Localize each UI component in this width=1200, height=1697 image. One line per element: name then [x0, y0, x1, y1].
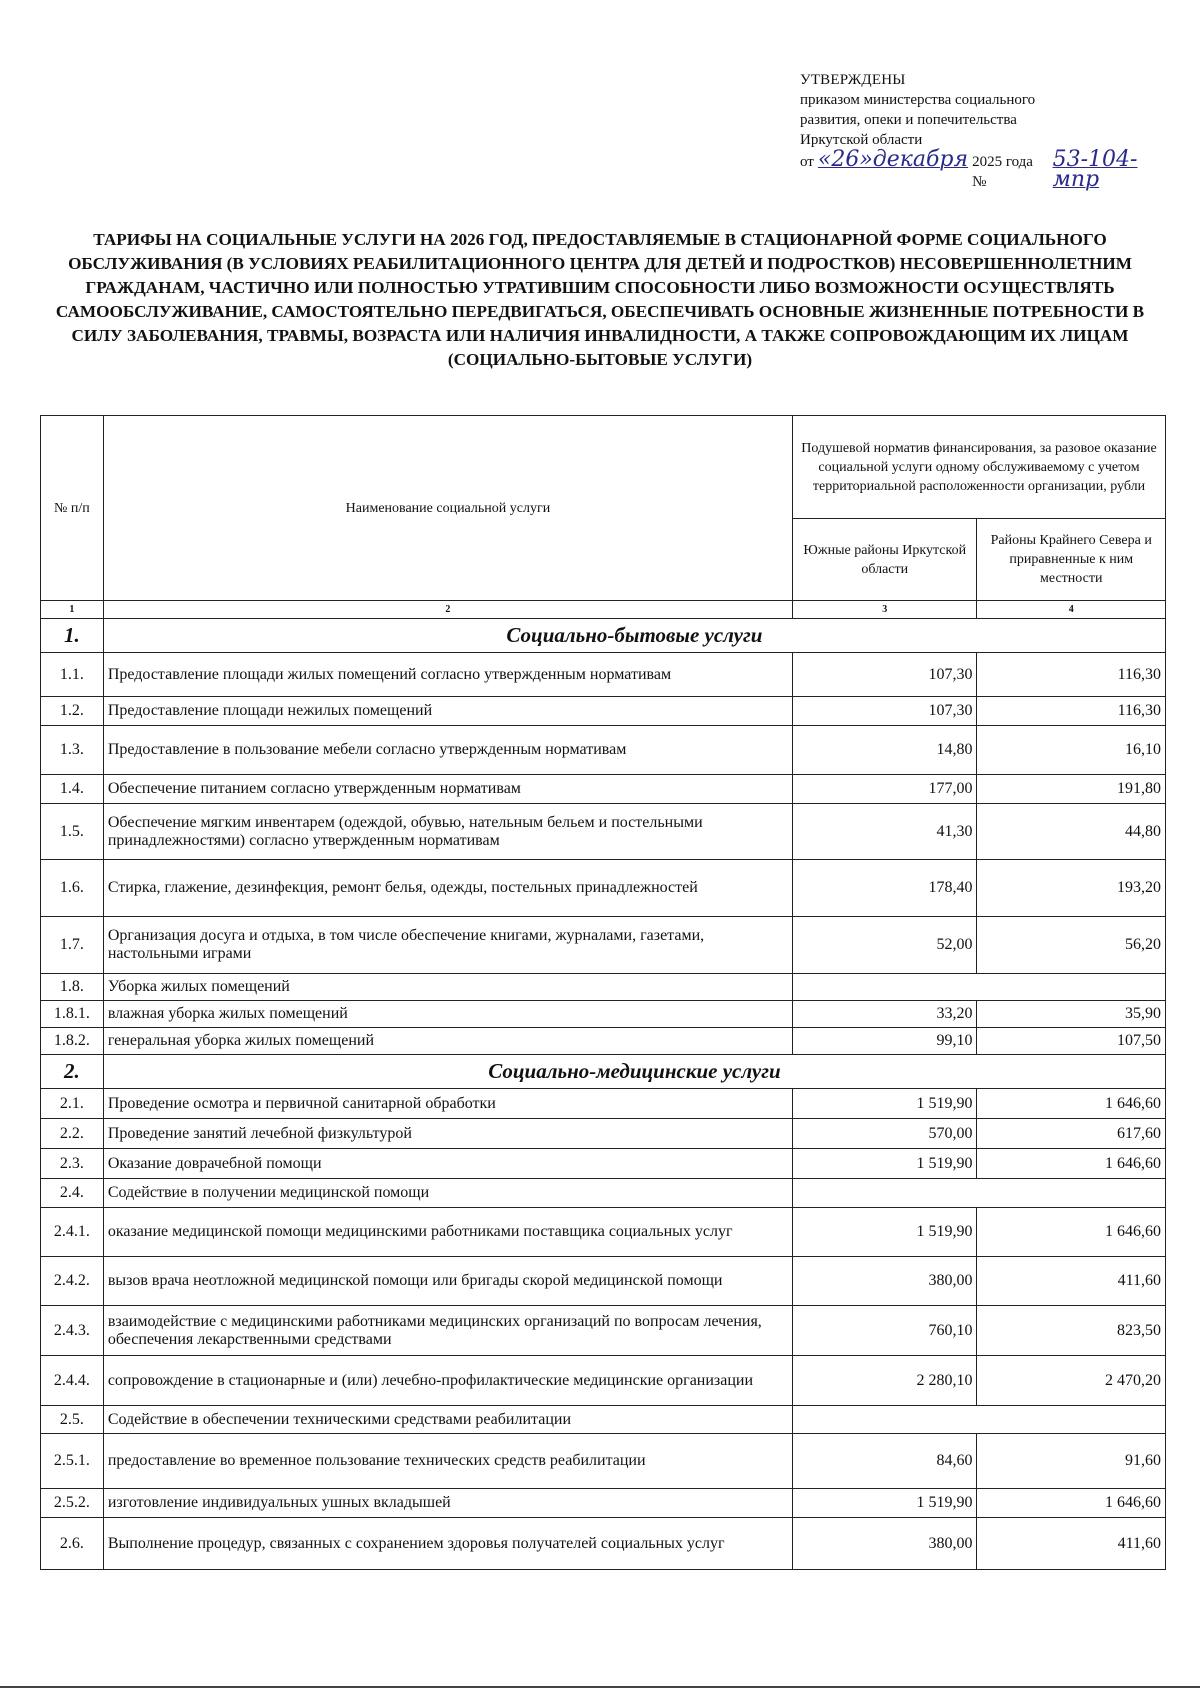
approval-date-line — [800, 147, 1180, 192]
table-row — [41, 974, 1166, 1001]
row-number: 1.8.2. — [41, 1028, 104, 1055]
tariff-south: 1 519,90 — [793, 1208, 977, 1257]
row-number: 1.4. — [41, 775, 104, 804]
table-row — [41, 1179, 1166, 1208]
row-number: 2.5.1. — [41, 1434, 104, 1489]
tariff-south: 380,00 — [793, 1518, 977, 1570]
approval-line: Иркутской области — [800, 132, 923, 148]
table-row — [41, 1356, 1166, 1406]
table-row — [41, 1119, 1166, 1149]
table-row — [41, 804, 1166, 860]
service-name: Содействие в обеспечении техническими средствами реабилитации — [103, 1406, 792, 1434]
service-name: генеральная уборка жилых помещений — [103, 1028, 792, 1055]
tariff-south: 380,00 — [793, 1257, 977, 1306]
row-number: 1.3. — [41, 726, 104, 775]
table-row — [41, 697, 1166, 726]
approval-heading: УТВЕРЖДЕНЫ — [800, 72, 906, 88]
service-name: Организация досуга и отдыха, в том числе обеспечение книгами, журналами, газетами, настольными играми — [103, 917, 792, 974]
tariff-south: 99,10 — [793, 1028, 977, 1055]
tariff-north: 193,20 — [977, 860, 1166, 917]
row-number: 2.4.2. — [41, 1257, 104, 1306]
table-row — [41, 1306, 1166, 1356]
column-numbers-row — [41, 601, 1166, 619]
approval-line: развития, опеки и попечительства — [800, 112, 1017, 128]
tariff-north: 411,60 — [977, 1257, 1166, 1306]
row-number: 1.8.1. — [41, 1001, 104, 1028]
service-name: Обеспечение питанием согласно утвержденным нормативам — [103, 775, 792, 804]
tariff-south: 178,40 — [793, 860, 977, 917]
column-number: 1 — [41, 601, 104, 619]
service-name: оказание медицинской помощи медицинскими работниками поставщика социальных услуг — [103, 1208, 792, 1257]
date-prefix: от — [800, 154, 814, 170]
row-number: 2.6. — [41, 1518, 104, 1570]
table-row — [41, 860, 1166, 917]
table-row — [41, 917, 1166, 974]
tariff-south: 107,30 — [793, 653, 977, 697]
row-number: 2.4.4. — [41, 1356, 104, 1406]
service-name: изготовление индивидуальных ушных вкладышей — [103, 1489, 792, 1518]
handwritten-date: «26»декабря — [817, 147, 969, 172]
table-body — [41, 619, 1166, 1570]
tariff-south: 14,80 — [793, 726, 977, 775]
tariff-north: 1 646,60 — [977, 1089, 1166, 1119]
tariff-south: 84,60 — [793, 1434, 977, 1489]
table-row — [41, 1089, 1166, 1119]
tariff-north: 35,90 — [977, 1001, 1166, 1028]
service-name: Уборка жилых помещений — [103, 974, 792, 1001]
row-number: 1.2. — [41, 697, 104, 726]
tariff-north: 411,60 — [977, 1518, 1166, 1570]
tariff-north: 44,80 — [977, 804, 1166, 860]
service-name: Предоставление площади нежилых помещений — [103, 697, 792, 726]
section-row — [41, 619, 1166, 653]
tariff-south: 1 519,90 — [793, 1089, 977, 1119]
service-name: Выполнение процедур, связанных с сохранением здоровья получателей социальных услуг — [103, 1518, 792, 1570]
tariff-south: 41,30 — [793, 804, 977, 860]
table-row — [41, 1001, 1166, 1028]
row-number: 1.6. — [41, 860, 104, 917]
approval-line: приказом министерства социального — [800, 92, 1036, 108]
service-name: влажная уборка жилых помещений — [103, 1001, 792, 1028]
service-name: Предоставление площади жилых помещений согласно утвержденным нормативам — [103, 653, 792, 697]
row-number: 2.4.1. — [41, 1208, 104, 1257]
row-number: 2.3. — [41, 1149, 104, 1179]
table-row — [41, 1257, 1166, 1306]
tariff-north: 1 646,60 — [977, 1208, 1166, 1257]
tariff-north: 107,50 — [977, 1028, 1166, 1055]
table-header-row — [41, 416, 1166, 519]
table-row — [41, 1149, 1166, 1179]
tariff-north: 617,60 — [977, 1119, 1166, 1149]
tariff-south: 33,20 — [793, 1001, 977, 1028]
service-name: Содействие в получении медицинской помощи — [103, 1179, 792, 1208]
service-name: Оказание доврачебной помощи — [103, 1149, 792, 1179]
tariff-north: 1 646,60 — [977, 1149, 1166, 1179]
section-number: 1. — [41, 619, 104, 653]
table-row — [41, 726, 1166, 775]
empty-tariff-cell — [793, 1179, 1166, 1208]
tariff-north: 116,30 — [977, 653, 1166, 697]
row-number: 2.4.3. — [41, 1306, 104, 1356]
row-number: 2.4. — [41, 1179, 104, 1208]
row-number: 1.1. — [41, 653, 104, 697]
tariff-north: 1 646,60 — [977, 1489, 1166, 1518]
tariff-north: 2 470,20 — [977, 1356, 1166, 1406]
service-name: Предоставление в пользование мебели согласно утвержденным нормативам — [103, 726, 792, 775]
section-title: Социально-медицинские услуги — [103, 1055, 1165, 1089]
tariff-south: 1 519,90 — [793, 1489, 977, 1518]
table-row — [41, 775, 1166, 804]
section-number: 2. — [41, 1055, 104, 1089]
tariff-north: 116,30 — [977, 697, 1166, 726]
tariffs-table — [40, 415, 1166, 1570]
tariff-south: 177,00 — [793, 775, 977, 804]
year-text: 2025 года № — [972, 154, 1033, 190]
tariff-north: 16,10 — [977, 726, 1166, 775]
tariff-north: 823,50 — [977, 1306, 1166, 1356]
column-number: 4 — [977, 601, 1166, 619]
row-number: 2.5. — [41, 1406, 104, 1434]
row-number: 2.5.2. — [41, 1489, 104, 1518]
tariff-south: 570,00 — [793, 1119, 977, 1149]
header-name: Наименование социальной услуги — [103, 416, 792, 601]
service-name: Проведение занятий лечебной физкультурой — [103, 1119, 792, 1149]
tariff-south: 52,00 — [793, 917, 977, 974]
service-name: Обеспечение мягким инвентарем (одеждой, обувью, нательным бельем и постельными принадлежностями) согласно утвержденным нормативам — [103, 804, 792, 860]
header-norm: Подушевой норматив финансирования, за разовое оказание социальной услуги одному обслуживаемому с учетом территориальной расположенности организации, рубли — [793, 416, 1166, 519]
table-row — [41, 1489, 1166, 1518]
table-row — [41, 1518, 1166, 1570]
tariff-north: 191,80 — [977, 775, 1166, 804]
tariff-north: 91,60 — [977, 1434, 1166, 1489]
row-number: 2.1. — [41, 1089, 104, 1119]
tariff-south: 2 280,10 — [793, 1356, 977, 1406]
document-title: ТАРИФЫ НА СОЦИАЛЬНЫЕ УСЛУГИ НА 2026 ГОД, ПРЕДОСТАВЛЯЕМЫЕ В СТАЦИОНАРНОЙ ФОРМЕ СОЦИАЛЬНОГО ОБСЛУЖИВАНИЯ (В УСЛОВИЯХ РЕАБИЛИТАЦИОННОГО ЦЕНТРА ДЛЯ ДЕТЕЙ И ПОДРОСТКОВ) НЕСОВЕРШЕННОЛЕТНИМ ГРАЖДАНАМ, ЧАСТИЧНО ИЛИ ПОЛНОСТЬЮ УТРАТИВШИМ СПОСОБНОСТИ ЛИБО ВОЗМОЖНОСТИ ОСУЩЕСТВЛЯТЬ САМООБСЛУЖИВАНИЕ, САМОСТОЯТЕЛЬНО ПЕРЕДВИГАТЬСЯ, ОБЕСПЕЧИВАТЬ ОСНОВНЫЕ ЖИЗНЕННЫЕ ПОТРЕБНОСТИ В СИЛУ ЗАБОЛЕВАНИЯ, ТРАВМЫ, ВОЗРАСТА ИЛИ НАЛИЧИЯ ИНВАЛИДНОСТИ, А ТАКЖЕ СОПРОВОЖДАЮЩИМ ИХ ЛИЦАМ (СОЦИАЛЬНО-БЫТОВЫЕ УСЛУГИ) — [55, 230, 1145, 369]
header-north: Районы Крайнего Севера и приравненные к ним местности — [977, 519, 1166, 601]
tariff-north: 56,20 — [977, 917, 1166, 974]
section-row — [41, 1055, 1166, 1089]
service-name: вызов врача неотложной медицинской помощи или бригады скорой медицинской помощи — [103, 1257, 792, 1306]
row-number: 1.7. — [41, 917, 104, 974]
service-name: Проведение осмотра и первичной санитарной обработки — [103, 1089, 792, 1119]
handwritten-order-number: 53-104-мпр — [1052, 147, 1138, 192]
service-name: сопровождение в стационарные и (или) лечебно-профилактические медицинские организации — [103, 1356, 792, 1406]
approval-block — [800, 70, 1180, 192]
row-number: 1.8. — [41, 974, 104, 1001]
table-row — [41, 1208, 1166, 1257]
header-south: Южные районы Иркутской области — [793, 519, 977, 601]
row-number: 2.2. — [41, 1119, 104, 1149]
tariff-south: 107,30 — [793, 697, 977, 726]
tariff-south: 1 519,90 — [793, 1149, 977, 1179]
row-number: 1.5. — [41, 804, 104, 860]
page-bottom-rule — [0, 1686, 1200, 1688]
tariff-south: 760,10 — [793, 1306, 977, 1356]
service-name: предоставление во временное пользование технических средств реабилитации — [103, 1434, 792, 1489]
table-row — [41, 1434, 1166, 1489]
service-name: Стирка, глажение, дезинфекция, ремонт белья, одежды, постельных принадлежностей — [103, 860, 792, 917]
column-number: 2 — [103, 601, 792, 619]
table-row — [41, 653, 1166, 697]
header-num: № п/п — [41, 416, 104, 601]
service-name: взаимодействие с медицинскими работниками медицинских организаций по вопросам лечения, обеспечения лекарственными средствами — [103, 1306, 792, 1356]
table-row — [41, 1406, 1166, 1434]
empty-tariff-cell — [793, 974, 1166, 1001]
table-row — [41, 1028, 1166, 1055]
column-number: 3 — [793, 601, 977, 619]
empty-tariff-cell — [793, 1406, 1166, 1434]
section-title: Социально-бытовые услуги — [103, 619, 1165, 653]
